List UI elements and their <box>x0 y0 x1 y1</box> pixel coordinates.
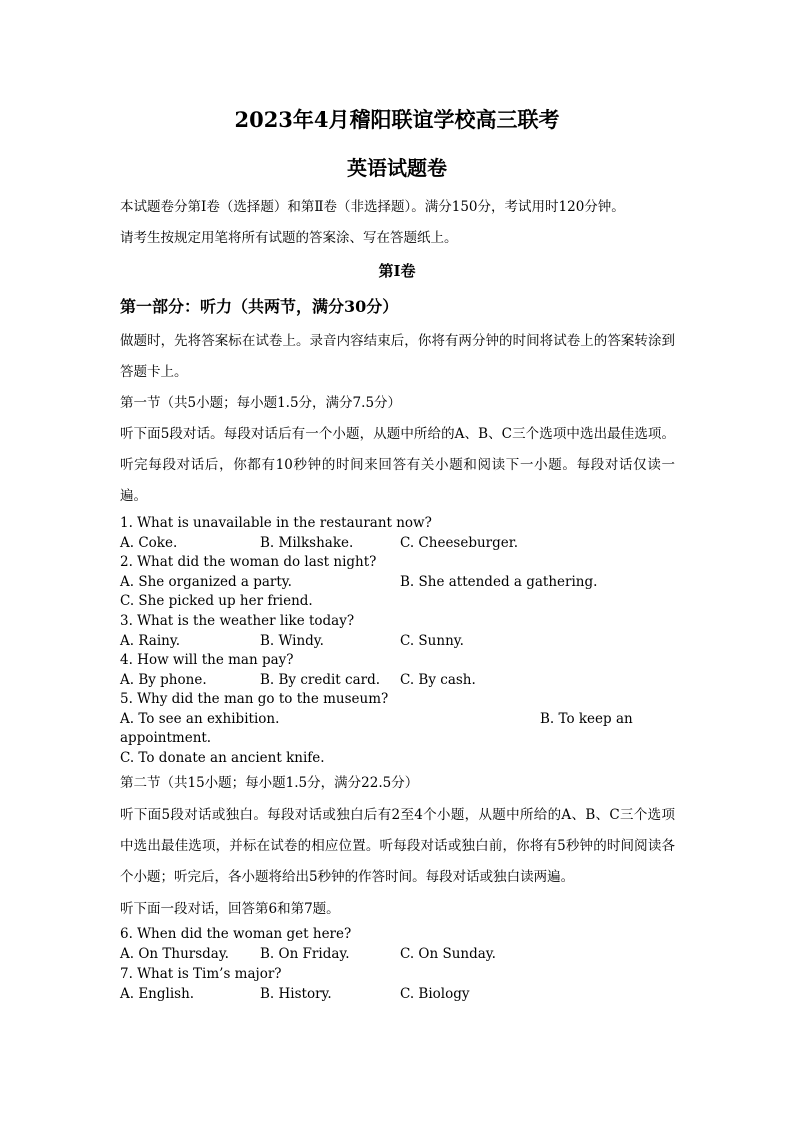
q5-option-c: C. To donate an ancient knife. <box>120 750 325 766</box>
q5-option-a: A. To see an exhibition. <box>120 711 280 727</box>
q7-option-b: B. History. <box>260 986 332 1002</box>
question-1: 1. What is unavailable in the restaurant now? <box>120 515 432 531</box>
exam-title: 2023年4月稽阳联谊学校高三联考 <box>234 107 560 132</box>
q4-option-a: A. By phone. <box>120 672 207 688</box>
question-5: 5. Why did the man go to the museum? <box>120 691 389 707</box>
q2-option-b: B. She attended a gathering. <box>400 574 598 590</box>
q4-option-b: B. By credit card. <box>260 672 381 688</box>
section1-heading: 第一节（共5小题；每小题1.5分，满分7.5分） <box>120 395 402 411</box>
section2-lead: 听下面一段对话，回答第6和第7题。 <box>120 901 340 917</box>
q6-option-c: C. On Sunday. <box>400 946 496 962</box>
question-3: 3. What is the weather like today? <box>120 613 355 629</box>
intro-line-1: 本试题卷分第Ⅰ卷（选择题）和第Ⅱ卷（非选择题）。满分150分，考试用时120分钟。 <box>120 199 625 215</box>
q1-option-b: B. Milkshake. <box>260 535 354 551</box>
volume-label: 第Ⅰ卷 <box>378 262 416 280</box>
q1-option-a: A. Coke. <box>120 535 178 551</box>
question-2: 2. What did the woman do last night? <box>120 554 377 570</box>
section1-instruction: 听下面5段对话。每段对话后有一个小题，从题中所给的A、B、C三个选项中选出最佳选项。听完每段对话后，你都有10秒钟的时间来回答有关小题和阅读下一小题。每段对话仅读一遍。 <box>120 426 675 504</box>
q4-option-c: C. By cash. <box>400 672 476 688</box>
q3-option-b: B. Windy. <box>260 633 324 649</box>
section2-instruction: 听下面5段对话或独白。每段对话或独白后有2至4个小题，从题中所给的A、B、C三个选项中选出最佳选项，并标在试卷的相应位置。听每段对话或独白前，你将有5秒钟的时间阅读各个小题；听完后，各小题将给出5秒钟的作答时间。每段对话或独白读两遍。 <box>120 807 675 885</box>
q1-option-c: C. Cheeseburger. <box>400 535 519 551</box>
q7-option-c: C. Biology <box>400 986 470 1002</box>
q6-option-b: B. On Friday. <box>260 946 350 962</box>
q3-option-a: A. Rainy. <box>120 633 180 649</box>
part1-heading: 第一部分：听力（共两节，满分30分） <box>120 297 399 316</box>
q5-option-b: B. To keep an <box>540 711 633 727</box>
q7-option-a: A. English. <box>120 986 195 1002</box>
q2-option-a: A. She organized a party. <box>120 574 292 590</box>
question-7: 7. What is Tim’s major? <box>120 966 282 982</box>
exam-subtitle: 英语试题卷 <box>347 156 447 180</box>
intro-line-2: 请考生按规定用笔将所有试题的答案涂、写在答题纸上。 <box>120 230 458 246</box>
question-6: 6. When did the woman get here? <box>120 926 352 942</box>
part1-instruction: 做题时，先将答案标在试卷上。录音内容结束后，你将有两分钟的时间将试卷上的答案转涂到答题卡上。 <box>120 333 675 380</box>
q5-option-b-continued: appointment. <box>120 730 212 746</box>
section2-heading: 第二节（共15小题；每小题1.5分，满分22.5分） <box>120 775 419 791</box>
q3-option-c: C. Sunny. <box>400 633 464 649</box>
q6-option-a: A. On Thursday. <box>120 946 229 962</box>
q2-option-c: C. She picked up her friend. <box>120 593 313 609</box>
question-4: 4. How will the man pay? <box>120 652 294 668</box>
